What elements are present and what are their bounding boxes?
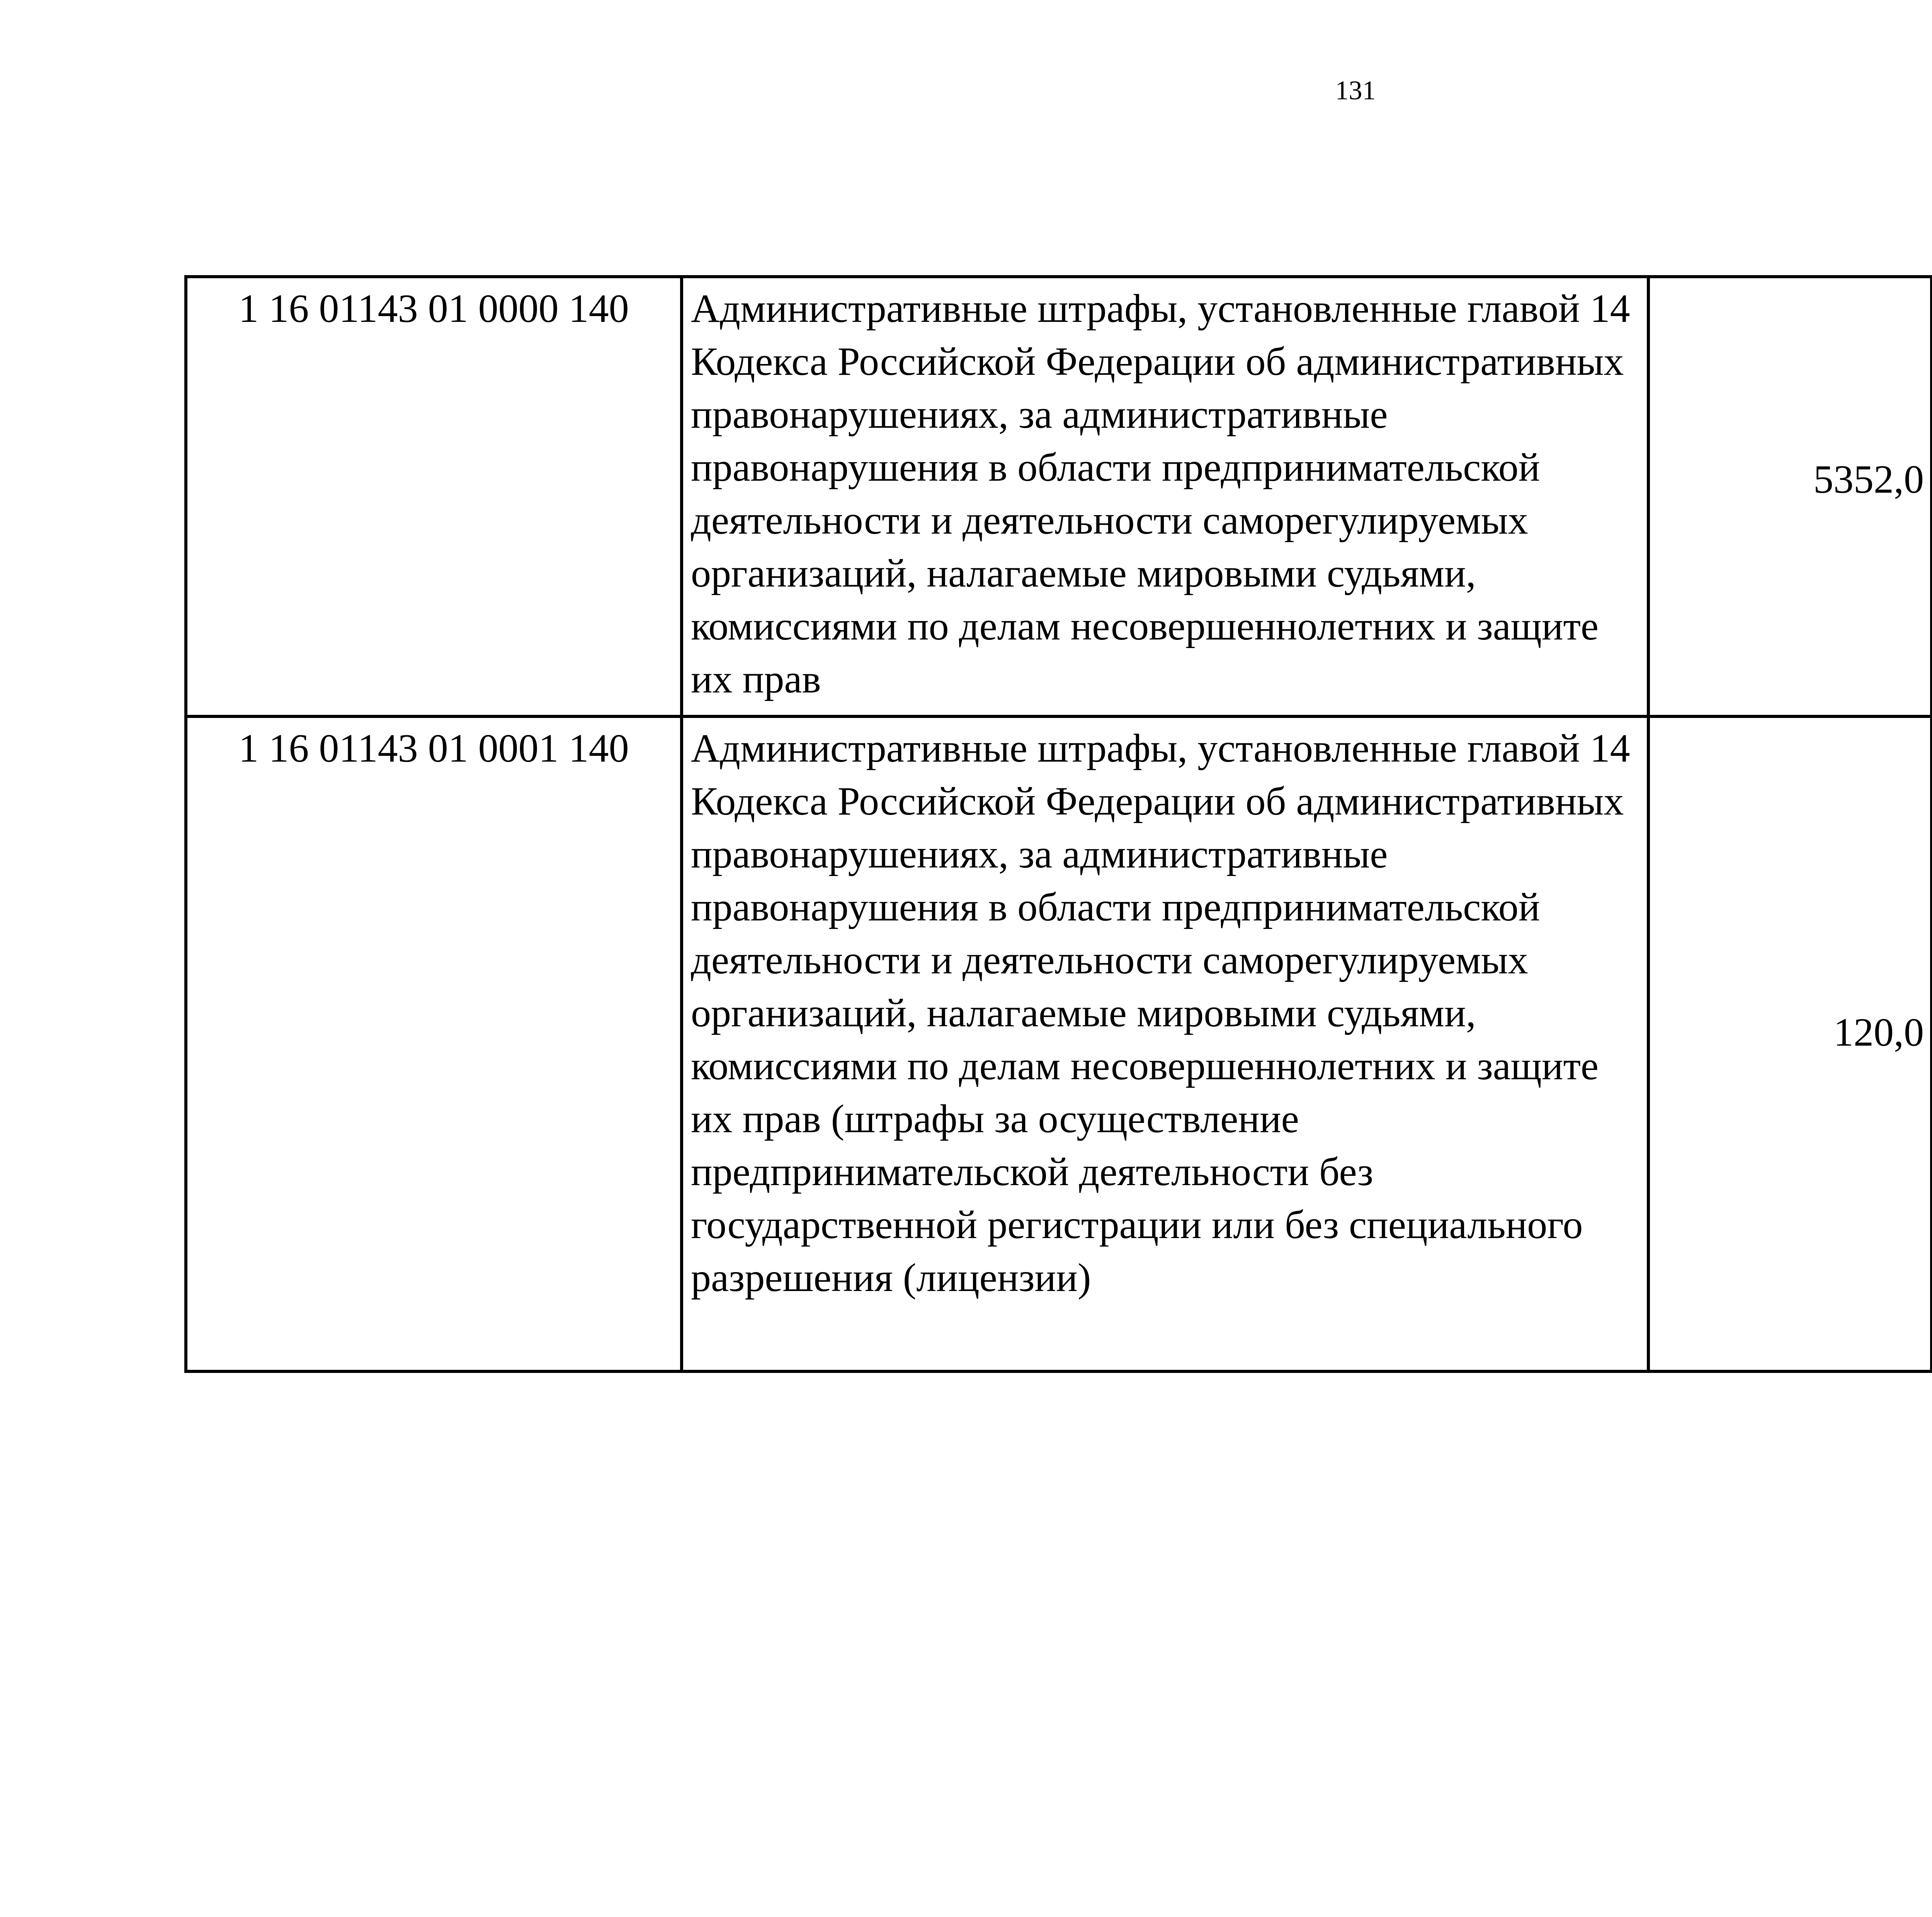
- table-row: [186, 716, 1932, 1371]
- description-cell: Административные штрафы, установленные главой 14 Кодекса Российской Федерации об административных правонарушениях, за административные правонарушения в области предпринимательской деятельности и деятельности саморегулируемых организаций, налагаемые мировыми судьями, комиссиями по делам несовершеннолетних и защите их прав (штрафы за осуществление предпринимательской деятельности без государственной регистрации или без специального разрешения (лицензии): [682, 716, 1648, 1371]
- budget-code-cell: 1 16 01143 01 0000 140: [186, 277, 682, 716]
- budget-code-cell: 1 16 01143 01 0001 140: [186, 716, 682, 1371]
- budget-table: [184, 275, 1932, 1373]
- value-text: 120,0: [1833, 1010, 1924, 1055]
- value-text: 5352,0: [1813, 457, 1924, 502]
- description-cell: Административные штрафы, установленные главой 14 Кодекса Российской Федерации об административных правонарушениях, за административные правонарушения в области предпринимательской деятельности и деятельности саморегулируемых организаций, налагаемые мировыми судьями, комиссиями по делам несовершеннолетних и защите их прав: [682, 277, 1648, 716]
- value-cell: [1648, 277, 1932, 716]
- table-row: [186, 277, 1932, 716]
- page-number: 131: [1335, 76, 1376, 105]
- value-cell: [1648, 716, 1932, 1371]
